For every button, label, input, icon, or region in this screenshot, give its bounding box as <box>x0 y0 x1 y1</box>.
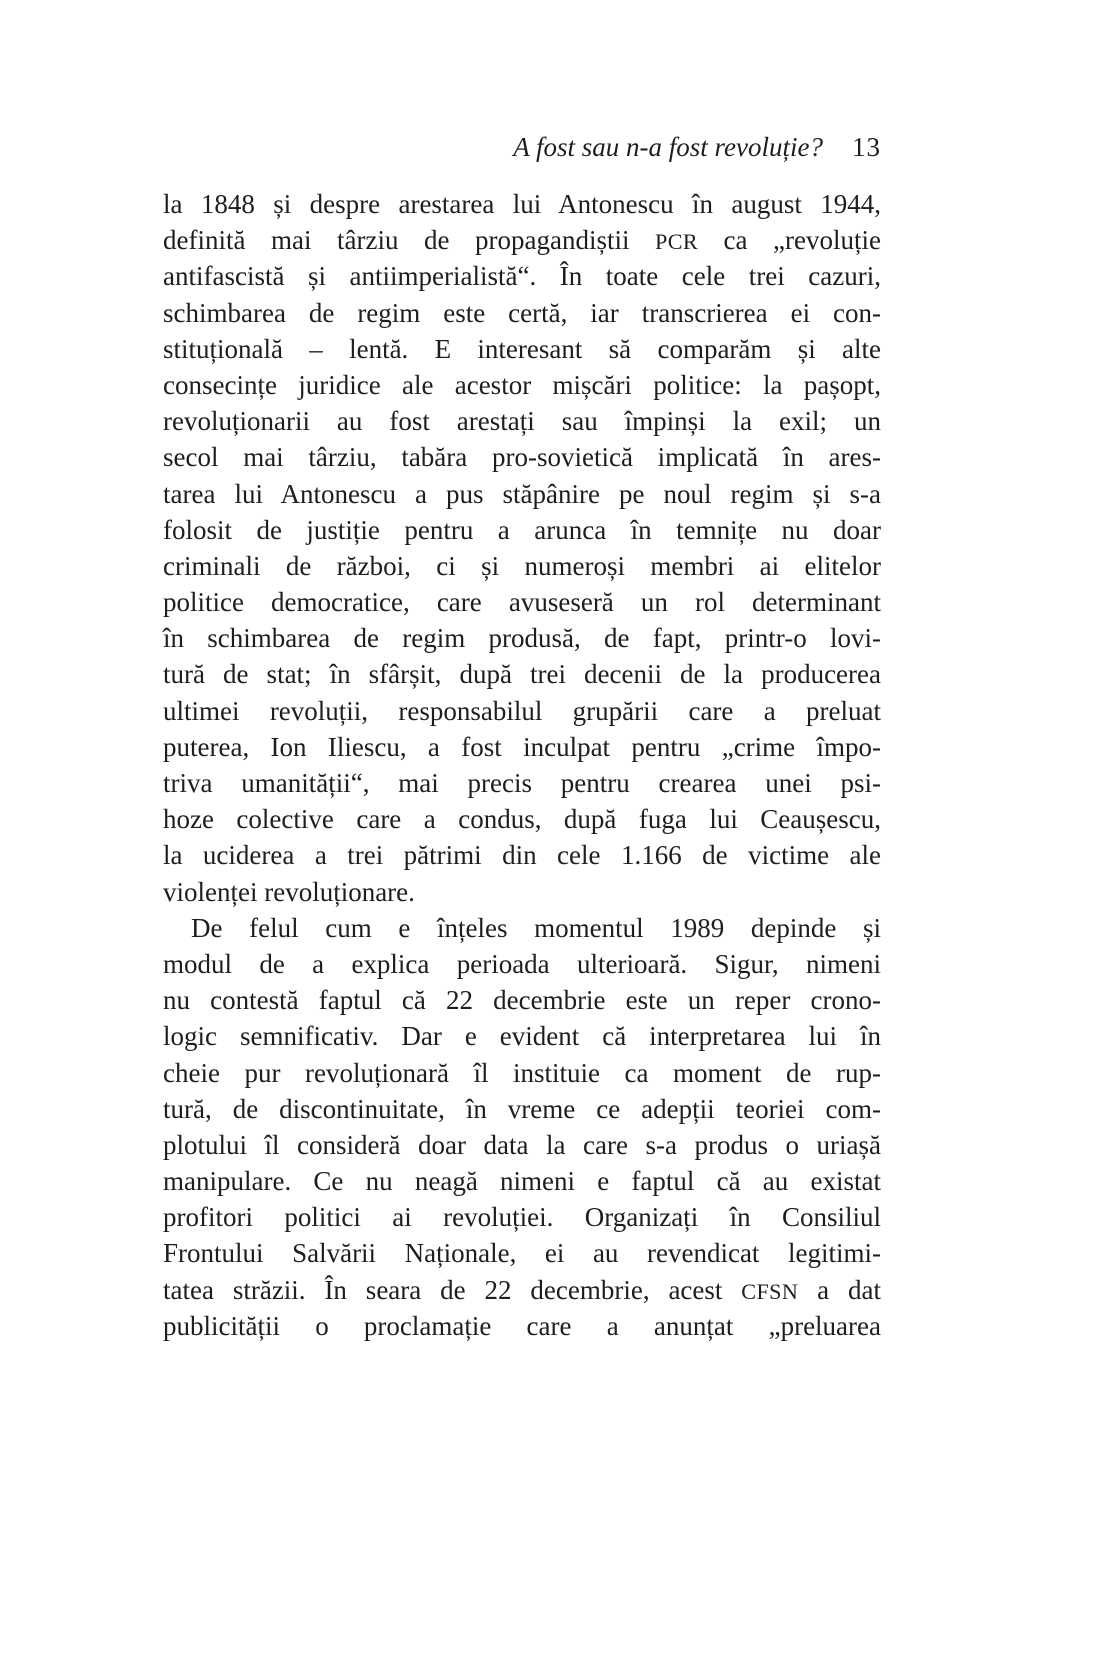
small-caps-acronym: PCR <box>655 229 699 255</box>
body-text <box>163 186 881 1344</box>
text-line: la uciderea a trei pătrimi din cele 1.166 de victime ale <box>163 840 881 871</box>
small-caps-acronym: CFSN <box>741 1278 799 1304</box>
text-line: De felul cum e înțeles momentul 1989 depinde și <box>191 912 881 943</box>
text-line: plotului îl consideră doar data la care s-a produs o uriașă <box>163 1129 881 1160</box>
text-line: definită mai târziu de propagandiștii PCR ca „revoluție <box>163 225 881 256</box>
text-line: tură de stat; în sfârșit, după trei decenii de la producerea <box>163 659 881 690</box>
text-line: politice democratice, care avuseseră un rol determinant <box>163 587 881 618</box>
text-line: cheie pur revoluționară îl instituie ca moment de rup- <box>163 1057 881 1088</box>
text-line: Frontului Salvării Naționale, ei au revendicat legitimi- <box>163 1238 881 1269</box>
text-line: hoze colective care a condus, după fuga lui Ceaușescu, <box>163 804 881 835</box>
text-line: antifascistă și antiimperialistă“. În toate cele trei cazuri, <box>163 261 881 292</box>
text-line: nu contestă faptul că 22 decembrie este un reper crono- <box>163 985 881 1016</box>
text-line: puterea, Ion Iliescu, a fost inculpat pentru „crime împo- <box>163 731 881 762</box>
text-line: modul de a explica perioada ulterioară. Sigur, nimeni <box>163 948 881 979</box>
text-line: consecințe juridice ale acestor mișcări politice: la pașopt, <box>163 369 881 400</box>
text-line: tatea străzii. În seara de 22 decembrie, acest CFSN a dat <box>163 1274 881 1305</box>
text-line: violenței revoluționare. <box>163 876 415 907</box>
text-line: profitori politici ai revoluției. Organizați în Consiliul <box>163 1202 881 1233</box>
text-line: revoluționarii au fost arestați sau împinși la exil; un <box>163 406 881 437</box>
text-line: la 1848 și despre arestarea lui Antonescu în august 1944, <box>163 189 881 219</box>
text-line: în schimbarea de regim produsă, de fapt, printr-o lovi- <box>163 623 881 654</box>
text-line: tură, de discontinuitate, în vreme ce adepții teoriei com- <box>163 1093 881 1124</box>
page-number: 13 <box>852 132 881 162</box>
text-line: publicității o proclamație care a anunțat „preluarea <box>163 1310 881 1341</box>
running-head <box>163 131 881 163</box>
text-line: schimbarea de regim este certă, iar transcrierea ei con- <box>163 297 881 328</box>
text-line: logic semnificativ. Dar e evident că interpretarea lui în <box>163 1021 881 1052</box>
text-line: manipulare. Ce nu neagă nimeni e faptul că au existat <box>163 1166 881 1197</box>
paragraph <box>163 910 881 1344</box>
running-title: A fost sau n-a fost revoluție? <box>513 132 823 162</box>
text-line: tarea lui Antonescu a pus stăpânire pe noul regim și s-a <box>163 478 881 509</box>
text-line: folosit de justiție pentru a arunca în temnițe nu doar <box>163 514 881 545</box>
text-line: secol mai târziu, tabăra pro-sovietică implicată în ares- <box>163 442 881 473</box>
paragraph <box>163 186 881 910</box>
text-line: triva umanității“, mai precis pentru crearea unei psi- <box>163 768 881 798</box>
text-line: criminali de război, ci și numeroși membri ai elitelor <box>163 550 881 581</box>
text-line: ultimei revoluții, responsabilul grupării care a preluat <box>163 695 881 726</box>
text-line: stituțională – lentă. E interesant să comparăm și alte <box>163 333 881 364</box>
